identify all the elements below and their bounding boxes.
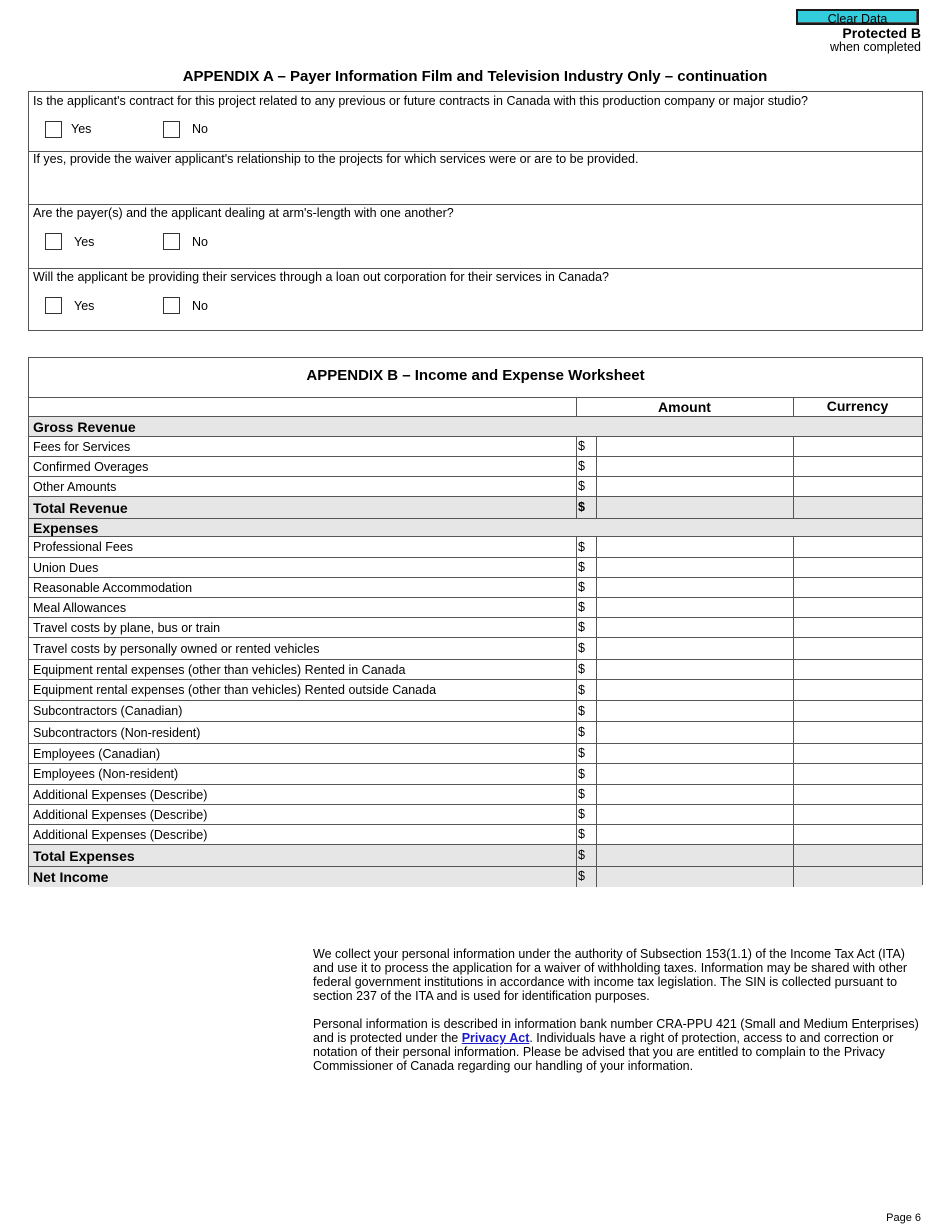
yes-label: Yes	[74, 299, 95, 313]
amount-field[interactable]	[597, 537, 793, 557]
protected-label: Protected B	[842, 25, 921, 41]
column-divider	[596, 867, 597, 887]
column-divider	[793, 680, 794, 701]
column-divider	[596, 537, 597, 558]
currency-field[interactable]	[794, 805, 922, 824]
question-arms-length	[29, 204, 922, 269]
question-text: Will the applicant be providing their services through a loan out corporation for their services in Canada?	[33, 270, 610, 284]
amount-field[interactable]	[597, 805, 793, 824]
column-divider	[596, 598, 597, 618]
row-label: Total Revenue	[33, 499, 128, 516]
amount-field[interactable]	[597, 825, 793, 844]
column-divider	[793, 805, 794, 825]
column-divider	[576, 805, 577, 825]
dollar-sign: $	[578, 725, 585, 739]
currency-field[interactable]	[794, 701, 922, 721]
column-divider	[576, 437, 577, 457]
question-related-contracts	[29, 92, 922, 152]
column-divider	[596, 477, 597, 497]
no-label: No	[192, 235, 208, 249]
dollar-sign: $	[578, 459, 585, 473]
column-divider	[596, 680, 597, 701]
expenses-heading	[29, 519, 922, 537]
expense-row	[29, 598, 922, 618]
privacy-paragraph-2	[313, 1017, 923, 1073]
section-label: Gross Revenue	[33, 418, 136, 435]
column-divider	[576, 497, 577, 519]
column-divider	[576, 764, 577, 785]
column-divider	[793, 867, 794, 887]
appendix-a-title: APPENDIX A – Payer Information Film and Television Industry Only – continuation	[182, 68, 768, 85]
currency-field[interactable]	[794, 437, 922, 456]
amount-column-header: Amount	[658, 399, 711, 415]
column-divider	[576, 660, 577, 680]
amount-field[interactable]	[597, 680, 793, 700]
column-divider	[576, 537, 577, 558]
column-divider	[793, 537, 794, 558]
row-label: Reasonable Accommodation	[33, 580, 193, 595]
dollar-sign: $	[578, 827, 585, 841]
row-label: Employees (Non-resident)	[33, 767, 179, 781]
amount-field[interactable]	[597, 598, 793, 617]
column-divider	[793, 437, 794, 457]
currency-field[interactable]	[794, 764, 922, 784]
column-divider	[793, 722, 794, 744]
row-label: Other Amounts	[33, 479, 117, 494]
column-divider	[576, 680, 577, 701]
expense-row	[29, 764, 922, 785]
currency-field	[794, 845, 922, 866]
loan-out-no-checkbox[interactable]	[163, 297, 180, 314]
currency-column-header: Currency	[826, 398, 889, 414]
no-label: No	[192, 299, 208, 313]
appendix-b-worksheet	[28, 357, 923, 885]
amount-field[interactable]	[597, 457, 793, 476]
column-header-row	[29, 398, 922, 417]
column-divider	[793, 744, 794, 764]
dollar-sign: $	[578, 848, 585, 862]
expense-row	[29, 578, 922, 598]
amount-field[interactable]	[597, 764, 793, 784]
column-divider	[596, 558, 597, 578]
column-divider	[576, 701, 577, 722]
dollar-sign: $	[578, 580, 585, 594]
expense-row	[29, 618, 922, 638]
currency-field[interactable]	[794, 578, 922, 597]
currency-field[interactable]	[794, 825, 922, 844]
expense-row	[29, 744, 922, 764]
column-divider	[576, 477, 577, 497]
row-label: Travel costs by plane, bus or train	[33, 620, 221, 635]
dollar-sign: $	[578, 869, 585, 883]
amount-field	[597, 845, 793, 866]
dollar-sign: $	[578, 807, 585, 821]
currency-field[interactable]	[794, 558, 922, 577]
row-label: Equipment rental expenses (other than vehicles) Rented in Canada	[33, 662, 406, 677]
column-divider	[793, 578, 794, 598]
column-divider	[576, 825, 577, 845]
question-loan-out	[29, 268, 922, 330]
column-divider	[576, 398, 577, 417]
column-divider	[576, 744, 577, 764]
column-divider	[793, 618, 794, 638]
dollar-sign: $	[578, 600, 585, 614]
row-label: Additional Expenses (Describe)	[33, 787, 208, 802]
no-label: No	[192, 122, 208, 136]
currency-field[interactable]	[794, 744, 922, 763]
privacy-statement	[313, 947, 923, 1087]
amount-field[interactable]	[597, 638, 793, 659]
column-divider	[793, 497, 794, 519]
column-divider	[596, 638, 597, 660]
expense-row	[29, 558, 922, 578]
column-divider	[596, 805, 597, 825]
amount-field[interactable]	[597, 722, 793, 743]
row-label: Additional Expenses (Describe)	[33, 827, 208, 842]
amount-field[interactable]	[597, 578, 793, 597]
relationship-field[interactable]	[33, 168, 917, 200]
privacy-paragraph-1: We collect your personal information under the authority of Subsection 153(1.1) of the Income Tax Act (ITA) and use it to process the application for a waiver of withholding taxes. Information may be shared with other federal government institutions in accordance with income tax legislation. The SIN is collected pursuant to section 237 of the ITA and is used for identification purposes.	[313, 947, 908, 1003]
row-label: Fees for Services	[33, 439, 131, 454]
currency-field[interactable]	[794, 785, 922, 804]
column-divider	[576, 722, 577, 744]
row-label: Total Expenses	[33, 847, 135, 864]
column-divider	[793, 398, 794, 417]
amount-field	[597, 497, 793, 518]
row-label: Additional Expenses (Describe)	[33, 807, 208, 822]
column-divider	[596, 497, 597, 519]
expense-row	[29, 785, 922, 805]
privacy-text-after: . Individuals have a right of protection, access to and correction or notation of their personal information. Please be advised that you are entitled to complain to the Privacy Commissioner of Canada regarding our handling of your information.	[313, 1031, 894, 1073]
column-divider	[596, 825, 597, 845]
amount-field	[597, 867, 793, 886]
net-income-row	[29, 867, 922, 887]
currency-field	[794, 497, 922, 518]
amount-field[interactable]	[597, 701, 793, 721]
dollar-sign: $	[578, 703, 585, 718]
expense-row	[29, 805, 922, 825]
column-divider	[793, 701, 794, 722]
column-divider	[596, 618, 597, 638]
column-divider	[596, 722, 597, 744]
row-label: Travel costs by personally owned or rented vehicles	[33, 641, 320, 656]
arms-length-no-checkbox[interactable]	[163, 233, 180, 250]
appendix-b-title: APPENDIX B – Income and Expense Worksheet	[306, 367, 645, 384]
yes-label: Yes	[74, 235, 95, 249]
amount-field[interactable]	[597, 437, 793, 456]
revenue-row	[29, 457, 922, 477]
currency-field[interactable]	[794, 722, 922, 743]
currency-field[interactable]	[794, 477, 922, 496]
column-divider	[793, 598, 794, 618]
column-divider	[793, 638, 794, 660]
dollar-sign: $	[578, 787, 585, 801]
column-divider	[576, 618, 577, 638]
dollar-sign: $	[578, 641, 585, 655]
total-revenue-row	[29, 497, 922, 519]
amount-field[interactable]	[597, 744, 793, 763]
column-divider	[596, 785, 597, 805]
currency-field[interactable]	[794, 457, 922, 476]
dollar-sign: $	[578, 539, 585, 554]
currency-field[interactable]	[794, 537, 922, 557]
expense-row	[29, 701, 922, 722]
row-label: Subcontractors (Non-resident)	[33, 725, 201, 740]
row-label: Equipment rental expenses (other than vehicles) Rented outside Canada	[33, 683, 437, 697]
question-text: If yes, provide the waiver applicant's relationship to the projects for which services were or are to be provided.	[33, 152, 639, 166]
revenue-row	[29, 477, 922, 497]
column-divider	[596, 660, 597, 680]
yes-label: Yes	[71, 122, 92, 136]
clear-data-button[interactable]: Clear Data	[796, 9, 919, 25]
dollar-sign: $	[578, 682, 585, 697]
column-divider	[793, 660, 794, 680]
question-text: Are the payer(s) and the applicant dealing at arm's-length with one another?	[33, 206, 454, 220]
column-divider	[596, 701, 597, 722]
column-divider	[793, 785, 794, 805]
column-divider	[596, 457, 597, 477]
dollar-sign: $	[578, 620, 585, 634]
expense-row	[29, 638, 922, 660]
amount-field[interactable]	[597, 477, 793, 496]
column-divider	[793, 457, 794, 477]
dollar-sign: $	[578, 500, 585, 514]
column-divider	[576, 845, 577, 867]
expense-row	[29, 660, 922, 680]
section-label: Expenses	[33, 519, 99, 536]
protected-notice	[830, 26, 921, 54]
gross-revenue-heading	[29, 417, 922, 437]
expense-row	[29, 722, 922, 744]
dollar-sign: $	[578, 746, 585, 760]
amount-field[interactable]	[597, 785, 793, 804]
arms-length-yes-checkbox[interactable]	[45, 233, 62, 250]
currency-field	[794, 867, 922, 886]
column-divider	[576, 867, 577, 887]
expense-row	[29, 680, 922, 701]
row-label: Confirmed Overages	[33, 459, 149, 474]
column-divider	[576, 578, 577, 598]
appendix-a-box	[28, 91, 923, 331]
expense-row	[29, 825, 922, 845]
dollar-sign: $	[578, 662, 585, 676]
loan-out-yes-checkbox[interactable]	[45, 297, 62, 314]
expense-row	[29, 537, 922, 558]
column-divider	[793, 845, 794, 867]
revenue-row	[29, 437, 922, 457]
row-label: Professional Fees	[33, 540, 134, 554]
column-divider	[576, 598, 577, 618]
dollar-sign: $	[578, 560, 585, 574]
column-divider	[793, 764, 794, 785]
row-label: Employees (Canadian)	[33, 746, 161, 761]
currency-field[interactable]	[794, 660, 922, 679]
page-number: Page 6	[886, 1212, 921, 1224]
column-divider	[596, 845, 597, 867]
column-divider	[576, 558, 577, 578]
currency-field[interactable]	[794, 598, 922, 617]
column-divider	[793, 825, 794, 845]
amount-field[interactable]	[597, 660, 793, 679]
question-text: Is the applicant's contract for this project related to any previous or future contracts in Canada with this production company or major studio?	[33, 94, 809, 108]
column-divider	[576, 785, 577, 805]
currency-field[interactable]	[794, 618, 922, 637]
currency-field[interactable]	[794, 638, 922, 659]
dollar-sign: $	[578, 479, 585, 493]
column-divider	[596, 764, 597, 785]
privacy-text-before: Personal information is described in information bank number CRA-PPU 421 (Small and Medium Enterprises) and is protected under the	[313, 1017, 919, 1045]
row-label: Meal Allowances	[33, 600, 127, 615]
column-divider	[576, 638, 577, 660]
dollar-sign: $	[578, 439, 585, 453]
column-divider	[596, 437, 597, 457]
related-contracts-no-checkbox[interactable]	[163, 121, 180, 138]
dollar-sign: $	[578, 766, 585, 781]
column-divider	[596, 578, 597, 598]
row-label: Net Income	[33, 868, 109, 885]
row-label: Subcontractors (Canadian)	[33, 704, 183, 718]
privacy-act-link[interactable]: Privacy Act	[461, 1031, 530, 1045]
question-relationship	[29, 151, 922, 205]
when-completed-label: when completed	[829, 40, 921, 54]
column-divider	[576, 457, 577, 477]
amount-field[interactable]	[597, 558, 793, 577]
column-divider	[596, 744, 597, 764]
currency-field[interactable]	[794, 680, 922, 700]
amount-field[interactable]	[597, 618, 793, 637]
row-label: Union Dues	[33, 560, 99, 575]
total-expenses-row	[29, 845, 922, 867]
related-contracts-yes-checkbox[interactable]	[45, 121, 62, 138]
column-divider	[793, 477, 794, 497]
column-divider	[793, 558, 794, 578]
